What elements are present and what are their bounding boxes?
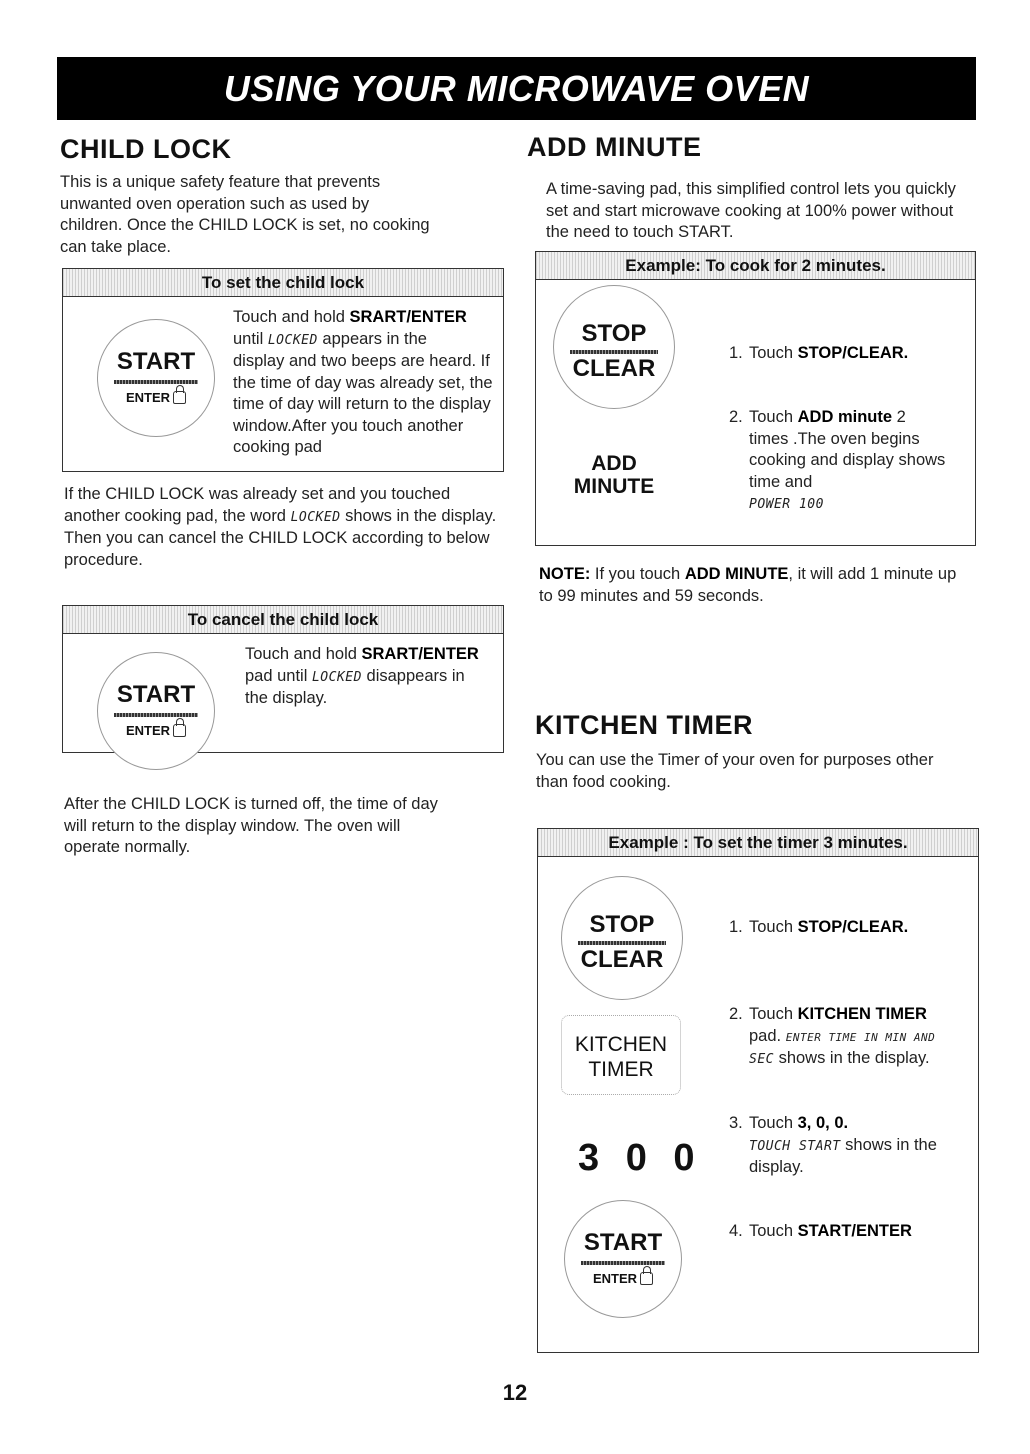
stop-label: STOP xyxy=(589,911,655,938)
srart-enter-bold: SRART/ENTER xyxy=(349,308,467,326)
text: disappears in xyxy=(361,666,465,685)
kitchen-timer-step-3 xyxy=(729,1113,974,1179)
text: Touch and hold xyxy=(233,308,350,326)
enter-pad-label xyxy=(565,1271,681,1286)
digits-bold: 3, 0, 0. xyxy=(797,1114,849,1132)
text: pad. xyxy=(749,1026,786,1045)
pad-divider xyxy=(114,380,198,384)
kitchen-timer-intro: You can use the Timer of your oven for purposes other than food cooking. xyxy=(536,751,934,791)
text: appears in the xyxy=(317,329,427,348)
lcd-sec: SEC xyxy=(749,1052,774,1067)
start-pad-icon xyxy=(97,319,215,437)
lock-icon xyxy=(173,391,186,404)
page-number: 12 xyxy=(502,1380,528,1405)
lcd-locked: LOCKED xyxy=(267,332,318,348)
text: the display. xyxy=(245,689,328,707)
child-lock-title: CHILD LOCK xyxy=(60,134,232,164)
step-number: 4. xyxy=(729,1222,743,1240)
kitchen-timer-pad-icon xyxy=(561,1015,681,1095)
add-minute-example-header: Example: To cook for 2 minutes. xyxy=(536,252,975,280)
number-pad-digits: 3 0 0 xyxy=(578,1137,699,1179)
kitchen-timer-title: KITCHEN TIMER xyxy=(535,710,753,740)
enter-text: ENTER xyxy=(125,723,171,738)
step-number: 3. xyxy=(729,1114,743,1132)
kitchen-timer-step-1 xyxy=(729,917,974,939)
page-banner: USING YOUR MICROWAVE OVEN xyxy=(57,57,976,120)
text: If the CHILD LOCK was already set and you touched another cooking pad, the word xyxy=(64,485,451,525)
child-lock-after-text: After the CHILD LOCK is turned off, the time of day will return to the display window. The oven will operate normally. xyxy=(64,795,438,856)
add-minute-note xyxy=(539,564,959,607)
step-number: 1. xyxy=(729,918,743,936)
start-pad-label: START xyxy=(116,348,196,375)
add-minute-intro: A time-saving pad, this simplified control lets you quickly set and start microwave cooking at 100% power without the need to touch START. xyxy=(546,180,956,241)
set-child-lock-header: To set the child lock xyxy=(63,269,503,297)
start-pad-icon xyxy=(97,652,215,770)
step-number: 1. xyxy=(729,344,743,362)
step-number: 2. xyxy=(729,1005,743,1023)
text: Touch xyxy=(749,1222,798,1240)
kitchen-timer-step-2 xyxy=(729,1004,974,1071)
kitchen-timer-step-4 xyxy=(729,1221,974,1243)
pad-divider xyxy=(570,350,658,354)
text: If you touch xyxy=(590,565,685,583)
text: , it will add 1 minute up to 99 minutes and 59 seconds. xyxy=(539,565,957,605)
add-minute-bold: ADD MINUTE xyxy=(684,565,789,583)
stop-clear-bold: STOP/CLEAR. xyxy=(797,344,909,362)
text: 2 xyxy=(892,408,906,426)
add-minute-title: ADD MINUTE xyxy=(527,132,702,162)
kitchen-timer-bold: KITCHEN TIMER xyxy=(797,1005,927,1023)
text: display. xyxy=(749,1158,804,1176)
text: shows in the xyxy=(840,1135,937,1154)
minute-text: MINUTE xyxy=(573,475,655,498)
pad-divider xyxy=(581,1261,665,1265)
text: Touch xyxy=(749,1005,798,1023)
add-minute-bold: ADD minute xyxy=(797,408,893,426)
enter-text: ENTER xyxy=(125,390,171,405)
kitchen-timer-example-header: Example : To set the timer 3 minutes. xyxy=(538,829,978,857)
cancel-child-lock-instructions xyxy=(245,644,503,710)
add-text: ADD xyxy=(591,452,637,475)
text: shows in the display. xyxy=(773,1049,930,1067)
srart-enter-bold: SRART/ENTER xyxy=(361,645,479,663)
stop-label: STOP xyxy=(581,320,647,347)
text: Then you can cancel the CHILD LOCK according to below procedure. xyxy=(64,529,490,569)
text: Touch xyxy=(749,918,798,936)
lcd-enter-time: ENTER TIME IN MIN AND xyxy=(785,1030,936,1044)
child-lock-middle-text xyxy=(64,484,504,571)
cancel-child-lock-box xyxy=(62,605,504,753)
enter-pad-label xyxy=(98,723,214,738)
set-child-lock-box xyxy=(62,268,504,472)
lcd-locked: LOCKED xyxy=(311,669,362,685)
lcd-touch-start: TOUCH START xyxy=(749,1138,841,1154)
kitchen-text: KITCHEN xyxy=(574,1033,668,1056)
text: Touch xyxy=(749,344,798,362)
stop-clear-pad-icon xyxy=(553,285,675,409)
text: shows in the display. xyxy=(340,506,497,525)
text: until xyxy=(233,329,268,348)
start-pad-label: START xyxy=(583,1229,663,1256)
start-pad-icon xyxy=(564,1200,682,1318)
cancel-child-lock-header: To cancel the child lock xyxy=(63,606,503,634)
text: Touch xyxy=(749,1114,798,1132)
lock-icon xyxy=(640,1272,653,1285)
add-minute-pad-label xyxy=(554,452,674,498)
add-minute-step-1 xyxy=(729,343,969,365)
text: display and two beeps are heard. If the time of day was already set, the time of day will return to the display window.After you touch another cooking pad xyxy=(233,352,493,456)
timer-text: TIMER xyxy=(588,1058,654,1081)
lock-icon xyxy=(173,724,186,737)
clear-label: CLEAR xyxy=(580,946,664,973)
lcd-power-100: POWER 100 xyxy=(749,497,824,512)
clear-label: CLEAR xyxy=(572,355,656,382)
start-enter-bold: START/ENTER xyxy=(797,1222,912,1240)
enter-pad-label xyxy=(98,390,214,405)
stop-clear-pad-icon xyxy=(561,876,683,1000)
add-minute-step-2 xyxy=(729,407,969,516)
lcd-locked: LOCKED xyxy=(290,509,341,525)
enter-text: ENTER xyxy=(592,1271,638,1286)
pad-divider xyxy=(578,941,666,945)
add-minute-example-box xyxy=(535,251,976,546)
note-label: NOTE: xyxy=(539,565,591,583)
step-number: 2. xyxy=(729,408,743,426)
child-lock-intro: This is a unique safety feature that prevents unwanted oven operation such as used by children. Once the CHILD LOCK is set, no cooking can take place. xyxy=(60,173,430,256)
text: pad until xyxy=(245,666,312,685)
text: times .The oven begins cooking and display shows time and xyxy=(749,429,946,491)
text: Touch xyxy=(749,408,798,426)
stop-clear-bold: STOP/CLEAR. xyxy=(797,918,909,936)
set-child-lock-instructions xyxy=(233,307,503,459)
start-pad-label: START xyxy=(116,681,196,708)
text: Touch and hold xyxy=(245,645,362,663)
pad-divider xyxy=(114,713,198,717)
